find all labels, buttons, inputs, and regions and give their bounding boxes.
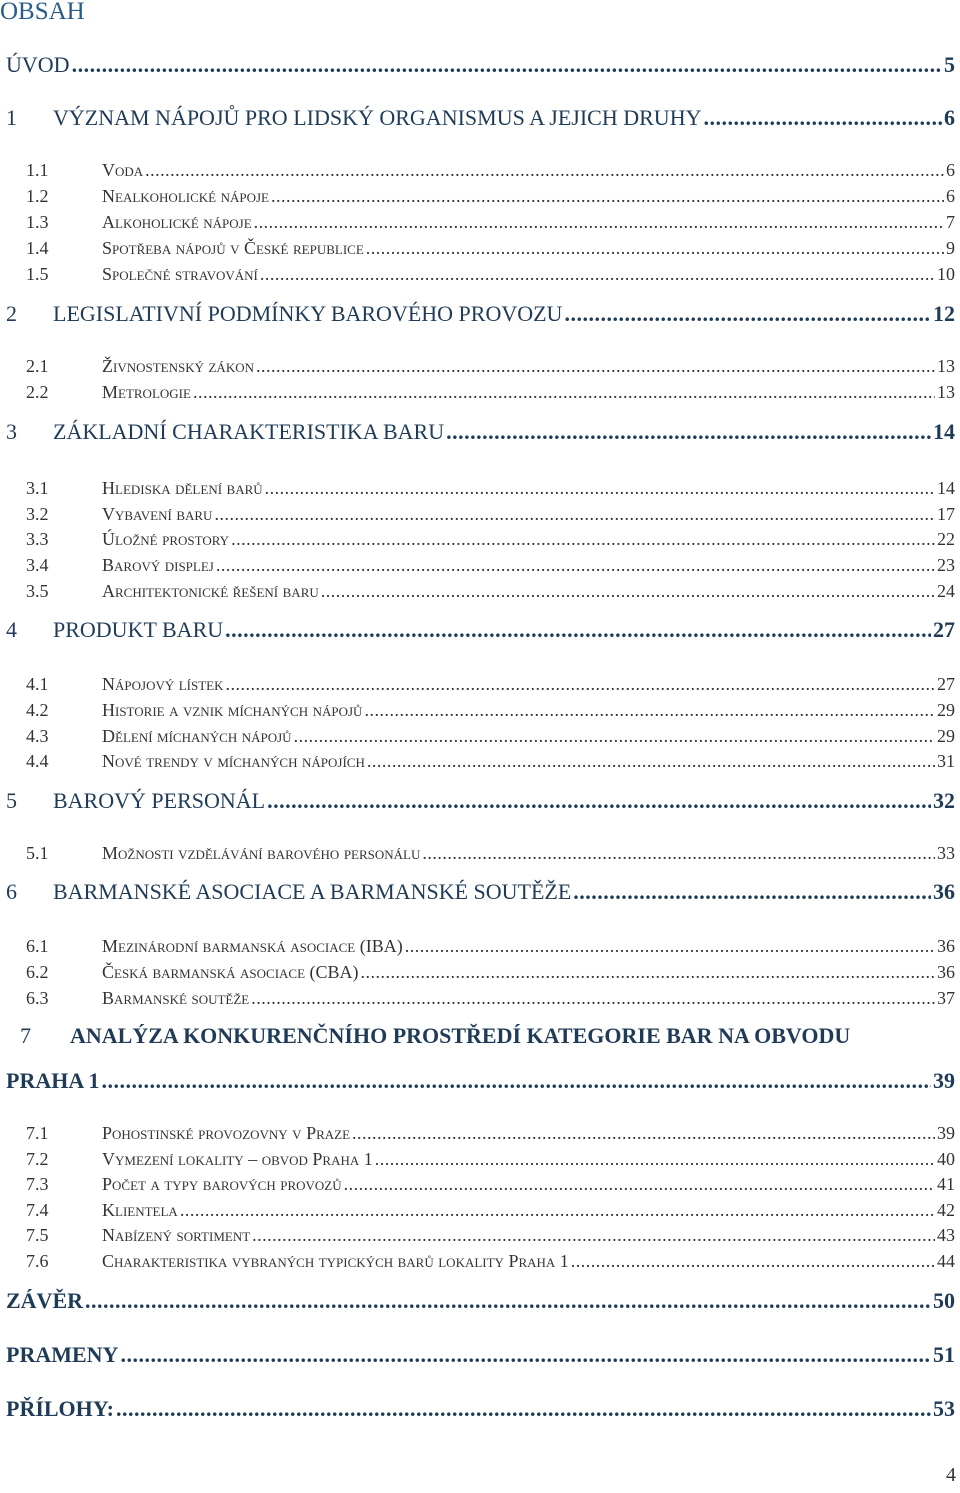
leader-dots: [265, 477, 935, 499]
toc-page: 10: [937, 264, 955, 284]
toc-page: 7: [946, 212, 955, 232]
toc-page: 33: [937, 843, 955, 863]
leader-dots: [446, 418, 931, 446]
toc-page: 44: [937, 1251, 955, 1271]
toc-title: LEGISLATIVNÍ PODMÍNKY BAROVÉHO PROVOZU: [53, 301, 563, 326]
leader-dots: [352, 1122, 935, 1144]
toc-entry-4-3[interactable]: [26, 725, 955, 747]
toc-number: 1.5: [26, 264, 49, 284]
leader-dots: [366, 237, 944, 259]
toc-page: 29: [937, 700, 955, 720]
leader-dots: [571, 1250, 935, 1272]
toc-title: PŘÍLOHY:: [6, 1396, 114, 1421]
toc-title: ÚVOD: [6, 52, 70, 77]
toc-entry-prilohy[interactable]: [6, 1395, 955, 1423]
toc-entry-6-3[interactable]: [26, 987, 955, 1009]
leader-dots: [573, 878, 931, 906]
toc-page: 9: [946, 238, 955, 258]
toc-entry-2[interactable]: [6, 300, 955, 328]
toc-title: Úložné prostory: [102, 529, 230, 549]
toc-page: 22: [937, 529, 955, 549]
toc-entry-7-3[interactable]: [26, 1173, 955, 1195]
toc-page: 6: [946, 186, 955, 206]
leader-dots: [375, 1148, 935, 1170]
leader-dots: [252, 1224, 935, 1246]
toc-number: 7: [20, 1023, 31, 1048]
toc-number: 7.1: [26, 1123, 49, 1143]
toc-page: 12: [933, 301, 955, 326]
leader-dots: [260, 263, 935, 285]
toc-title: Nealkoholické nápoje: [102, 186, 269, 206]
toc-number: 3.5: [26, 581, 49, 601]
toc-page: 39: [937, 1123, 955, 1143]
toc-page: 36: [933, 879, 955, 904]
toc-page: 5: [944, 52, 955, 77]
toc-entry-4-2[interactable]: [26, 699, 955, 721]
toc-entry-3-5[interactable]: [26, 580, 955, 602]
toc-entry-7-6[interactable]: [26, 1250, 955, 1272]
toc-page: 6: [946, 160, 955, 180]
toc-title: Mezinárodní barmanská asociace (IBA): [102, 936, 403, 956]
toc-page: 14: [937, 478, 955, 498]
toc-number: 4.2: [26, 700, 49, 720]
toc-entry-7-2[interactable]: [26, 1148, 955, 1170]
toc-number: 4.1: [26, 674, 49, 694]
toc-number: 7.2: [26, 1149, 49, 1169]
toc-number: 6.2: [26, 962, 49, 982]
leader-dots: [367, 750, 935, 772]
toc-title: Dělení míchaných nápojů: [102, 726, 292, 746]
toc-page: 32: [933, 788, 955, 813]
leader-dots: [120, 1341, 931, 1369]
toc-entry-3-4[interactable]: [26, 554, 955, 576]
toc-title: Hlediska dělení barů: [102, 478, 263, 498]
toc-page: 27: [933, 617, 955, 642]
toc-number: 3.4: [26, 555, 49, 575]
toc-number: 6: [6, 879, 17, 904]
toc-number: 4.4: [26, 751, 49, 771]
toc-page: 50: [933, 1288, 955, 1313]
toc-title: Metrologie: [102, 382, 191, 402]
toc-number: 3.3: [26, 529, 49, 549]
toc-page: 6: [944, 105, 955, 130]
toc-entry-3-2[interactable]: [26, 503, 955, 525]
leader-dots: [564, 300, 931, 328]
leader-dots: [102, 1067, 932, 1095]
toc-entry-2-2[interactable]: [26, 381, 955, 403]
toc-entry-prameny[interactable]: [6, 1341, 955, 1369]
leader-dots: [344, 1173, 935, 1195]
toc-page: 29: [937, 726, 955, 746]
toc-entry-1-3[interactable]: [26, 211, 955, 233]
toc-entry-4-4[interactable]: [26, 750, 955, 772]
toc-number: 3.1: [26, 478, 49, 498]
leader-dots: [216, 554, 935, 576]
leader-dots: [193, 381, 935, 403]
toc-title: PRODUKT BARU: [53, 617, 224, 642]
toc-entry-2-1[interactable]: [26, 355, 955, 377]
toc-page: 40: [937, 1149, 955, 1169]
toc-entry-7-4[interactable]: [26, 1199, 955, 1221]
toc-title: ANALÝZA KONKURENČNÍHO PROSTŘEDÍ KATEGORIE BAR NA OBVODU: [70, 1023, 851, 1048]
toc-number: 1.1: [26, 160, 49, 180]
toc-number: 7.4: [26, 1200, 49, 1220]
toc-entry-6[interactable]: [6, 878, 955, 906]
toc-page: 41: [937, 1174, 955, 1194]
toc-entry-7-continued[interactable]: [6, 1067, 955, 1095]
leader-dots: [294, 725, 935, 747]
toc-title: Barmanské soutěže: [102, 988, 250, 1008]
leader-dots: [405, 935, 935, 957]
toc-number: 7.3: [26, 1174, 49, 1194]
toc-entry-zaver[interactable]: [6, 1287, 955, 1315]
toc-page: 36: [937, 962, 955, 982]
toc-page: 36: [937, 936, 955, 956]
toc-page: 14: [933, 419, 955, 444]
toc-title: Spotřeba nápojů v České republice: [102, 238, 364, 258]
toc-title: Nové trendy v míchaných nápojích: [102, 751, 365, 771]
toc-entry-1-2[interactable]: [26, 185, 955, 207]
toc-number: 5.1: [26, 843, 49, 863]
toc-title: Vymezení lokality – obvod Praha 1: [102, 1149, 373, 1169]
toc-page: 39: [933, 1068, 955, 1093]
toc-page: 13: [937, 356, 955, 376]
leader-dots: [145, 159, 944, 181]
toc-entry-4-1[interactable]: [26, 673, 955, 695]
leader-dots: [85, 1287, 931, 1315]
toc-title: Alkoholické nápoje: [102, 212, 252, 232]
leader-dots: [225, 616, 931, 644]
toc-number: 4: [6, 617, 17, 642]
toc-title: Klientela: [102, 1200, 178, 1220]
toc-entry-1-4[interactable]: [26, 237, 955, 259]
toc-title: Pohostinské provozovny v Praze: [102, 1123, 351, 1143]
toc-title: Počet a typy barových provozů: [102, 1174, 342, 1194]
toc-page: 43: [937, 1225, 955, 1245]
toc-number: 2.2: [26, 382, 49, 402]
toc-title: BARMANSKÉ ASOCIACE A BARMANSKÉ SOUTĚŽE: [53, 879, 572, 904]
leader-dots: [116, 1395, 931, 1423]
toc-page: 53: [933, 1396, 955, 1421]
toc-title: Společné stravování: [102, 264, 258, 284]
toc-number: 6.1: [26, 936, 49, 956]
toc-title: Charakteristika vybraných typických barů lokality Praha 1: [102, 1251, 569, 1271]
toc-title: Barový displej: [102, 555, 214, 575]
leader-dots: [321, 580, 935, 602]
page-number: 4: [946, 1464, 956, 1486]
toc-number: 3: [6, 419, 17, 444]
leader-dots: [214, 503, 935, 525]
toc-number: 7.5: [26, 1225, 49, 1245]
leader-dots: [254, 211, 944, 233]
toc-entry-5-1[interactable]: [26, 842, 955, 864]
toc-title: Česká barmanská asociace (CBA): [102, 962, 359, 982]
toc-page: 37: [937, 988, 955, 1008]
toc-title: Vybavení baru: [102, 504, 213, 524]
leader-dots: [422, 842, 935, 864]
leader-dots: [271, 185, 944, 207]
toc-number: 4.3: [26, 726, 49, 746]
toc-entry-3-3[interactable]: [26, 528, 955, 550]
toc-entry-3[interactable]: [6, 418, 955, 446]
toc-number: 2: [6, 301, 17, 326]
toc-title: Živnostenský zákon: [102, 356, 254, 376]
toc-entry-3-1[interactable]: [26, 477, 955, 499]
leader-dots: [231, 528, 935, 550]
leader-dots: [251, 987, 935, 1009]
toc-title: Nápojový lístek: [102, 674, 224, 694]
toc-title: Architektonické řešení baru: [102, 581, 319, 601]
leader-dots: [361, 961, 935, 983]
toc-number: 6.3: [26, 988, 49, 1008]
toc-number: 1.4: [26, 238, 49, 258]
leader-dots: [364, 699, 935, 721]
toc-page: 13: [937, 382, 955, 402]
toc-number: 1.2: [26, 186, 49, 206]
toc-page: 17: [937, 504, 955, 524]
toc-entry-6-1[interactable]: [26, 935, 955, 957]
toc-title: VÝZNAM NÁPOJŮ PRO LIDSKÝ ORGANISMUS A JEJICH DRUHY: [53, 105, 702, 130]
toc-title: ZÁVĚR: [6, 1288, 84, 1313]
toc-title: Nabízený sortiment: [102, 1225, 251, 1245]
toc-number: 5: [6, 788, 17, 813]
toc-entry-uvod[interactable]: [6, 51, 955, 79]
leader-dots: [267, 787, 931, 815]
leader-dots: [72, 51, 942, 79]
toc-page: 27: [937, 674, 955, 694]
toc-number: 1: [6, 105, 17, 130]
toc-title: Historie a vznik míchaných nápojů: [102, 700, 363, 720]
toc-entry-7[interactable]: [20, 1022, 955, 1050]
leader-dots: [226, 673, 936, 695]
toc-page: 42: [937, 1200, 955, 1220]
toc-number: 2.1: [26, 356, 49, 376]
toc-title: PRAMENY: [6, 1342, 119, 1367]
toc-page: 31: [937, 751, 955, 771]
toc-page: 24: [937, 581, 955, 601]
toc-title: PRAHA 1: [6, 1068, 100, 1093]
toc-entry-4[interactable]: [6, 616, 955, 644]
leader-dots: [256, 355, 935, 377]
toc-entry-7-1[interactable]: [26, 1122, 955, 1144]
toc-entry-1-1[interactable]: [26, 159, 955, 181]
toc-number: 1.3: [26, 212, 49, 232]
leader-dots: [703, 104, 942, 132]
toc-entry-7-5[interactable]: [26, 1224, 955, 1246]
toc-page: 51: [933, 1342, 955, 1367]
toc-entry-6-2[interactable]: [26, 961, 955, 983]
toc-title: ZÁKLADNÍ CHARAKTERISTIKA BARU: [53, 419, 445, 444]
toc-number: 7.6: [26, 1251, 49, 1271]
leader-dots: [180, 1199, 935, 1221]
toc-title: Možnosti vzdělávání barového personálu: [102, 843, 421, 863]
toc-entry-1-5[interactable]: [26, 263, 955, 285]
toc-entry-1[interactable]: [6, 104, 955, 132]
toc-number: 3.2: [26, 504, 49, 524]
toc-title: Voda: [102, 160, 144, 180]
toc-title: BAROVÝ PERSONÁL: [53, 788, 266, 813]
toc-heading: OBSAH: [0, 0, 85, 25]
toc-entry-5[interactable]: [6, 787, 955, 815]
toc-page: 23: [937, 555, 955, 575]
